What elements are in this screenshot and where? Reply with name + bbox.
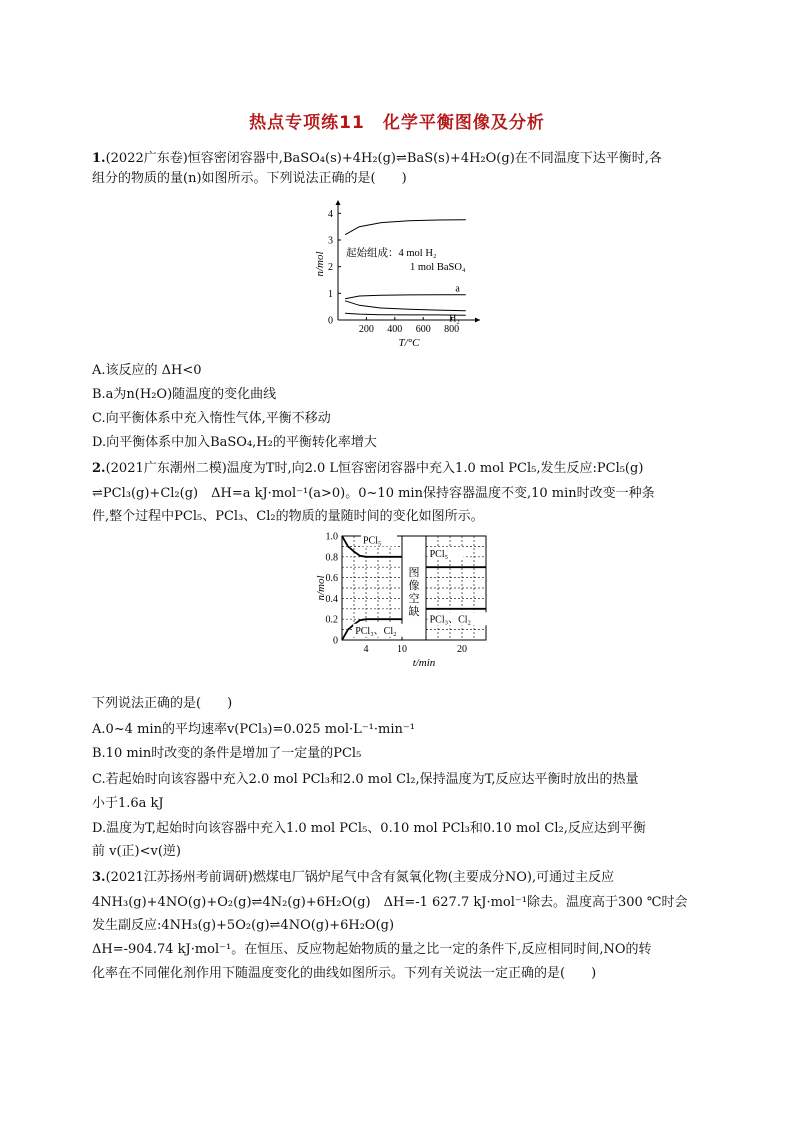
x-tick-label: 20 [457,644,467,655]
q1-line2: 组分的物质的量(n)如图所示。下列说法正确的是( ) [92,171,407,186]
series-label: PCl₅ [363,535,382,547]
y-axis-label: n/mol [315,575,327,601]
y-tick-label: 0 [328,315,333,327]
x-tick-label: 200 [358,324,374,335]
series-label: PCl₃、Cl₂ [429,614,472,626]
q2-line3: 件,整个过程中PCl₅、PCl₃、Cl₂的物质的量随时间的变化如图所示。 [92,509,484,524]
y-tick-label: 0.2 [325,614,338,626]
q3-line1-text: (2021江苏扬州考前调研)燃煤电厂锅炉尾气中含有氮氧化物(主要成分NO),可通过主反应 [105,870,615,885]
x-axis-label: T/°C [398,337,420,349]
gap-label-char: 缺 [408,606,420,618]
y-axis-arrow [336,200,341,205]
x-axis-label: t/min [412,657,436,669]
q1-option-d: D.向平衡体系中加入BaSO₄,H₂的平衡转化率增大 [92,435,377,450]
q3-line3: 发生副反应:4NH₃(g)+5O₂(g)⇌4NO(g)+6H₂O(g) [92,918,395,933]
q2-line1-text: (2021广东潮州二模)温度为T时,向2.0 L恒容密闭容器中充入1.0 mol PCl₅,发生反应:PCl₅(g) [105,461,644,476]
q3-line1 [92,869,614,887]
q1-line1-text: (2022广东卷)恒容密闭容器中,BaSO₄(s)+4H₂(g)⇌BaS(s)+4H₂O(g)在不同温度下达平衡时,各 [105,151,662,166]
q2-option-a: A.0~4 min的平均速率v(PCl₃)=0.025 mol·L⁻¹·min⁻¹ [92,722,415,737]
x-axis-arrow [475,318,480,323]
chart-1-plot [314,200,480,349]
y-tick-label: 3 [328,235,333,247]
series-line-2 [345,301,466,311]
q2-line2: ⇌PCl₃(g)+Cl₂(g) ΔH=a kJ·mol⁻¹(a>0)。0~10 min保持容器温度不变,10 min时改变一种条 [92,486,655,501]
annotation-line-1: 起始组成：4 mol H₂ [346,248,437,259]
series-line-0 [345,220,466,235]
series-label: a [455,283,460,295]
series-line-1 [345,295,466,299]
x-tick-label: 4 [363,644,369,655]
q3-line2: 4NH₃(g)+4NO(g)+O₂(g)⇌4N₂(g)+6H₂O(g) ΔH=-1 627.7 kJ·mol⁻¹除去。温度高于300 ℃时会 [92,895,688,910]
chart-2 [315,528,494,670]
q2-option-c: C.若起始时向该容器中充入2.0 mol PCl₃和2.0 mol Cl₂,保持温度为T,反应达平衡时放出的热量 [92,772,639,787]
q1-line1 [92,150,662,168]
q3-line4: ΔH=-904.74 kJ·mol⁻¹。在恒压、反应物起始物质的量之比一定的条件下,反应相同时间,NO的转 [92,942,652,957]
chart-2-plot [315,532,500,670]
series-line-3 [345,313,466,315]
q2-option-d: D.温度为T,起始时向该容器中充入1.0 mol PCl₅、0.10 mol PCl₃和0.10 mol Cl₂,反应达到平衡 [92,821,646,836]
chart-1 [314,198,490,350]
q2-number: 2. [92,461,106,476]
q1-option-b: B.a为n(H₂O)随温度的变化曲线 [92,387,277,402]
series-label: H₂ [449,313,460,325]
gap-label-char: 像 [408,580,420,592]
gap-label-char: 空 [408,593,420,605]
gap-label-char: 图 [408,567,420,579]
q3-line5: 化率在不同催化剂作用下随温度变化的曲线如图所示。下列有关说法一定正确的是( ) [92,966,597,981]
x-tick-label: 800 [444,324,460,335]
q3-number: 3. [92,870,106,885]
q1-option-c: C.向平衡体系中充入惰性气体,平衡不移动 [92,411,331,426]
q2-option-b: B.10 min时改变的条件是增加了一定量的PCl₅ [92,746,362,761]
annotation-line-2: 1 mol BaSO₄ [410,262,466,273]
q1-option-a: A.该反应的 ΔH<0 [92,363,202,378]
y-tick-label: 0.4 [325,593,338,605]
y-tick-label: 4 [328,208,333,220]
q2-option-d-cont: 前 v(正)<v(逆) [92,844,182,859]
y-tick-label: 0 [333,635,338,647]
q2-stem: 下列说法正确的是( ) [92,696,233,711]
q1-number: 1. [92,151,106,166]
series-label: PCl₅ [429,548,449,560]
y-tick-label: 0.6 [325,573,338,585]
y-tick-label: 0.8 [325,552,338,564]
y-axis-label: n/mol [314,251,326,277]
x-tick-label: 10 [397,644,407,655]
q2-line1 [92,460,643,478]
y-tick-label: 1.0 [325,531,338,543]
x-tick-label: 400 [387,324,403,335]
y-tick-label: 2 [328,262,333,274]
q2-option-c-cont: 小于1.6a kJ [92,796,164,811]
page-title: 热点专项练11 化学平衡图像及分析 [249,113,545,133]
x-tick-label: 600 [415,324,431,335]
series-label: PCl₃、Cl₂ [355,625,397,637]
y-tick-label: 1 [328,288,333,300]
